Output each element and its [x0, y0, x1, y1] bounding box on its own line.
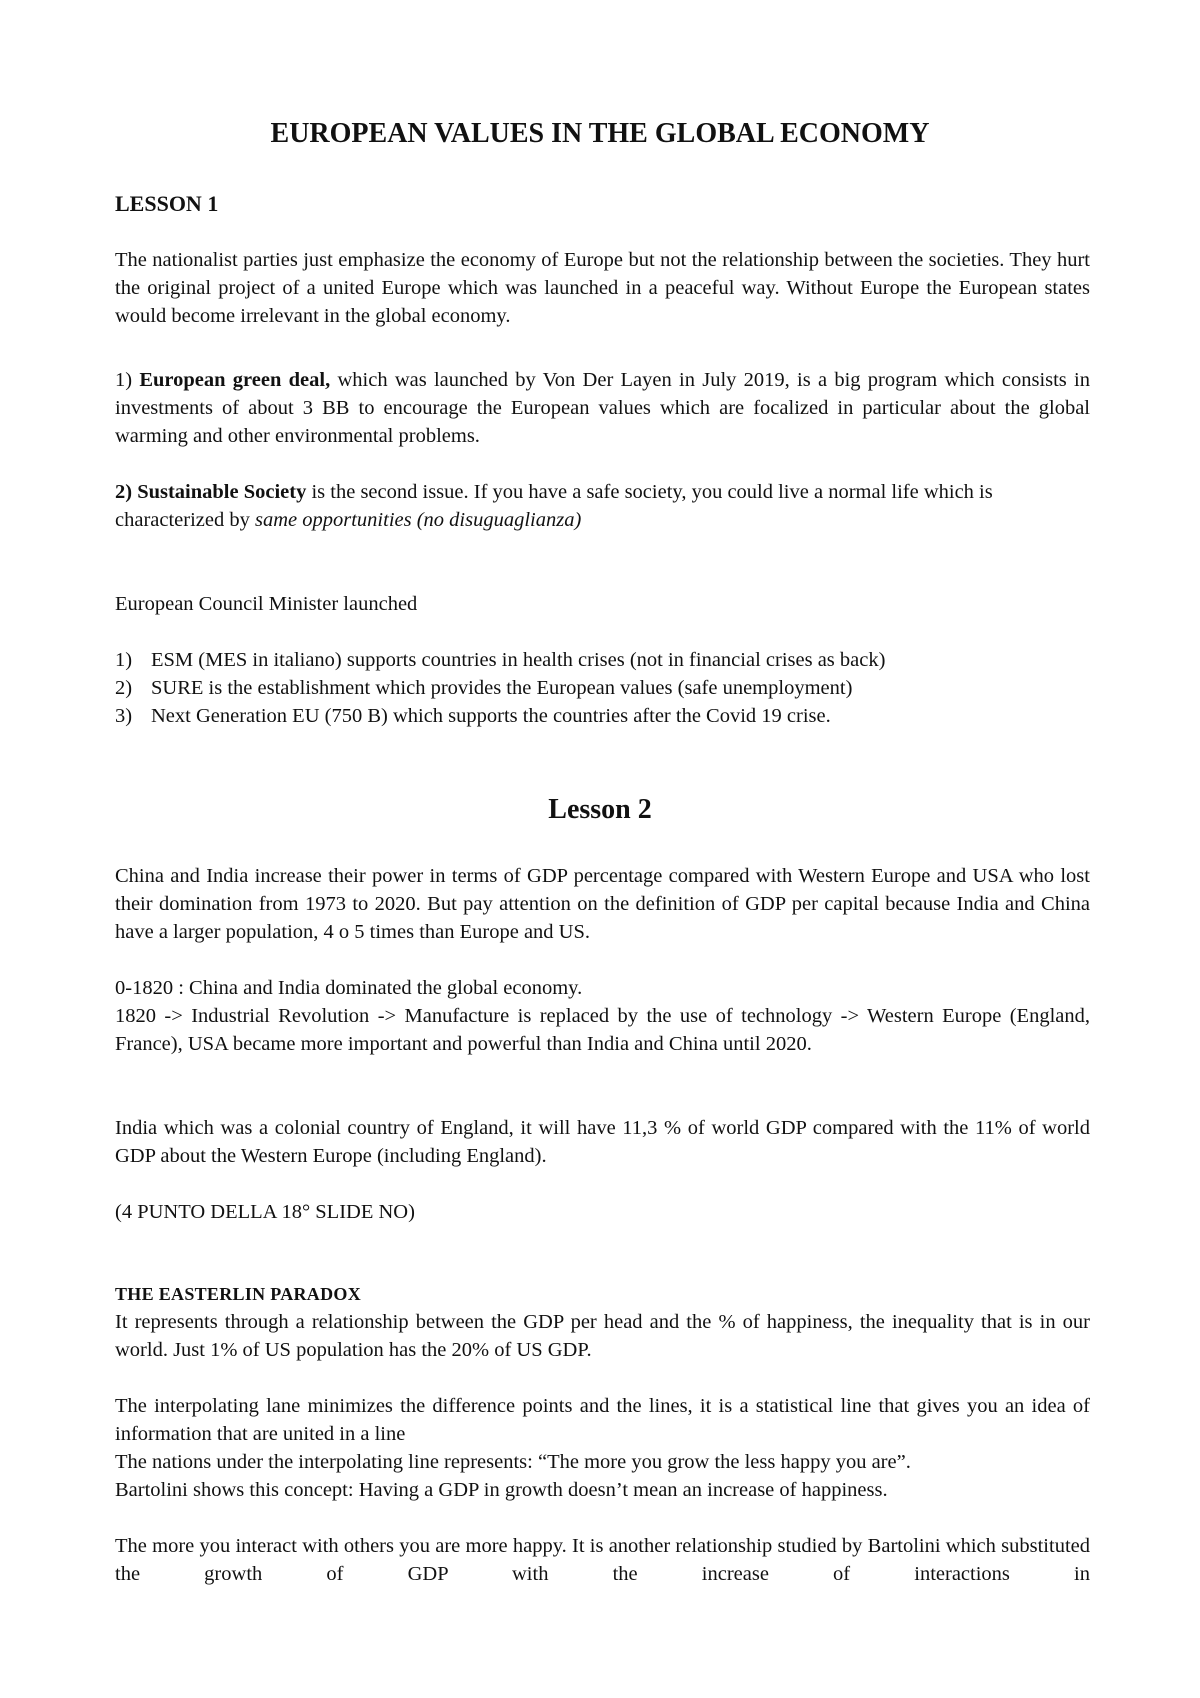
lesson1-intro: The nationalist parties just emphasize the economy of Europe but not the relationship between the societies. They hurt the original project of a united Europe which was launched in a peaceful way. Without Europe the European states would become irrelevant in the global economy.: [115, 249, 1090, 327]
lesson2-heading: Lesson 2: [548, 794, 652, 825]
lesson2-p4-block: [115, 1198, 1090, 1226]
lesson1-point2: [115, 478, 1090, 534]
lesson1-point1: [115, 366, 1090, 450]
list-item: [115, 646, 1090, 674]
lesson1-heading: LESSON 1: [115, 191, 219, 216]
easterlin-p3-block: [115, 1532, 1090, 1588]
list-item-number: 1): [115, 649, 133, 671]
lesson1-heading-block: [115, 190, 1090, 218]
lesson2-paragraph-2-line-1: 0-1820 : China and India dominated the global economy.: [115, 977, 583, 999]
easterlin-p2-block: [115, 1392, 1090, 1504]
lesson2-paragraph-4: (4 PUNTO DELLA 18° SLIDE NO): [115, 1201, 415, 1223]
lesson1-point1-block: [115, 366, 1090, 450]
lesson2-p1-block: [115, 862, 1090, 946]
lesson2-paragraph-3: India which was a colonial country of England, it will have 11,3 % of world GDP compared with the 11% of world GDP about the Western Europe (including England).: [115, 1117, 1090, 1167]
easterlin-heading: THE EASTERLIN PARADOX: [115, 1284, 362, 1304]
easterlin-paragraph-2-line-1: The interpolating lane minimizes the difference points and the lines, it is a statistical line that gives you an idea of information that are united in a line: [115, 1395, 1090, 1445]
list-item-number: 2): [115, 677, 133, 699]
document-title: EUROPEAN VALUES IN THE GLOBAL ECONOMY: [270, 118, 930, 149]
easterlin-paragraph-1: It represents through a relationship between the GDP per head and the % of happiness, the inequality that is in our world. Just 1% of US population has the 20% of US GDP.: [115, 1311, 1090, 1361]
lesson2-paragraph-2-line-2: 1820 -> Industrial Revolution -> Manufacture is replaced by the use of technology -> Western Europe (England, France), USA became more important and powerful than India and China until 2020.: [115, 1005, 1090, 1055]
point1-text: which was launched by Von Der Layen in July 2019, is a big program which consists in investments of about 3 BB to encourage the European values which are focalized in particular about the global warming and other environmental problems.: [115, 369, 1090, 447]
lesson2-p2-block: [115, 974, 1090, 1058]
easterlin-section: [115, 1280, 1090, 1364]
point2-italic: same opportunities (no disuguaglianza): [255, 509, 582, 531]
point1-bold: European green deal,: [139, 369, 331, 391]
list-item: [115, 674, 1090, 702]
point2-text: is the second issue. If you have a safe society, you could live a normal life which is characterized by: [115, 481, 993, 531]
easterlin-paragraph-2-line-3: Bartolini shows this concept: Having a GDP in growth doesn’t mean an increase of happiness.: [115, 1479, 888, 1501]
council-list-block: [115, 646, 1090, 730]
point1-number: 1): [115, 369, 140, 391]
council-list: [115, 646, 1090, 730]
list-item-text: ESM (MES in italiano) supports countries in health crises (not in financial crises as back): [151, 649, 886, 671]
lesson2-paragraph-1: China and India increase their power in terms of GDP percentage compared with Western Europe and USA who lost their domination from 1973 to 2020. But pay attention on the definition of GDP per capital because India and China have a larger population, 4 o 5 times than Europe and US.: [115, 865, 1090, 943]
lesson2-p3-block: [115, 1114, 1090, 1170]
point2-bold: 2) Sustainable Society: [115, 481, 307, 503]
easterlin-paragraph-2-line-2: The nations under the interpolating line represents: “The more you grow the less happy you are”.: [115, 1451, 911, 1473]
lesson1-intro-block: [115, 246, 1090, 330]
lesson1-point2-block: [115, 478, 1090, 534]
list-item-text: SURE is the establishment which provides the European values (safe unemployment): [151, 677, 853, 699]
list-item-number: 3): [115, 705, 133, 727]
council-intro: European Council Minister launched: [115, 593, 418, 615]
list-item-text: Next Generation EU (750 B) which supports the countries after the Covid 19 crise.: [151, 705, 831, 727]
list-item: [115, 702, 1090, 730]
easterlin-paragraph-3: The more you interact with others you are more happy. It is another relationship studied by Bartolini which substituted the growth of GDP with the increase of interactions in: [115, 1535, 1090, 1585]
council-intro-block: [115, 590, 1090, 618]
